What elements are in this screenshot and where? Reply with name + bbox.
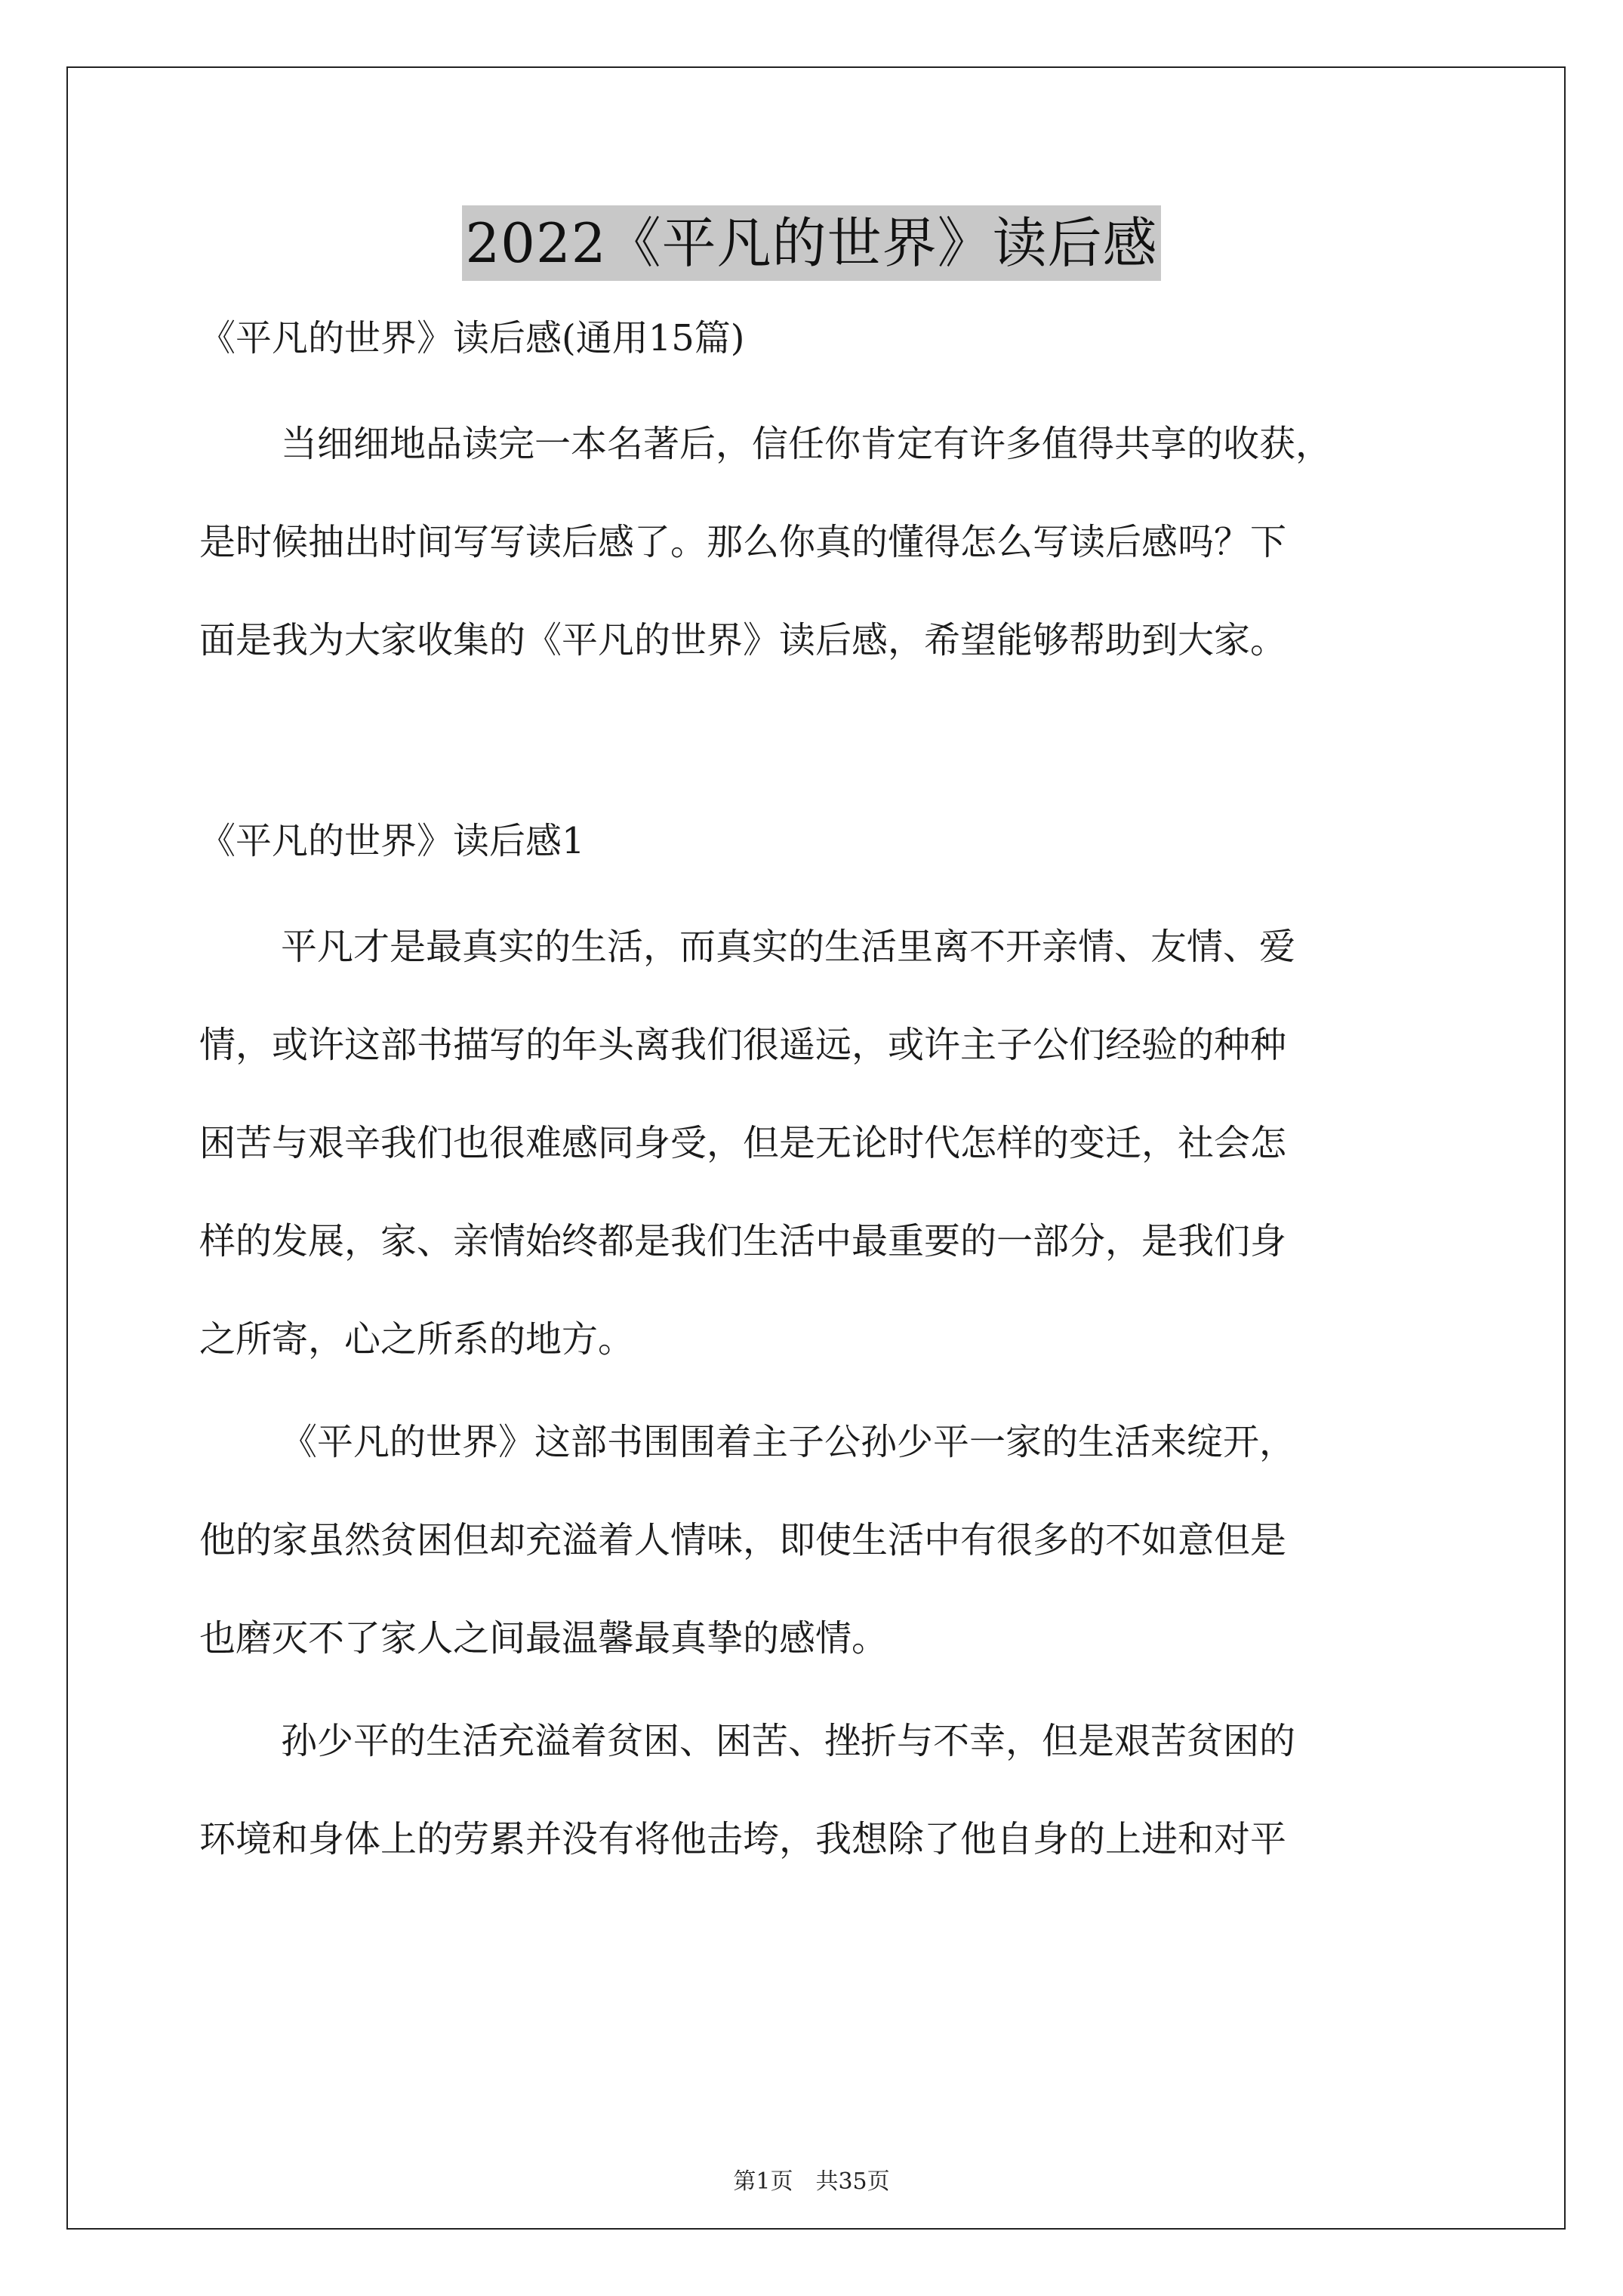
paragraph-line: 他的家虽然贫困但却充溢着人情味，即使生活中有很多的不如意但是 <box>199 1519 1287 1561</box>
page-footer: 第1页 共35页 <box>733 2168 890 2195</box>
intro-line: 当细细地品读完一本名著后，信任你肯定有许多值得共享的收获， <box>281 423 1332 465</box>
paragraph-line: 环境和身体上的劳累并没有将他击垮，我想除了他自身的上进和对平 <box>199 1818 1287 1860</box>
intro-line: 是时候抽出时间写写读后感了。那么你真的懂得怎么写读后感吗？下 <box>199 521 1287 563</box>
title-container <box>0 205 1623 281</box>
paragraph-line: 样的发展，家、亲情始终都是我们生活中最重要的一部分，是我们身 <box>199 1220 1287 1262</box>
document-title: 2022《平凡的世界》读后感 <box>462 205 1160 281</box>
paragraph-line: 之所寄，心之所系的地方。 <box>199 1318 635 1361</box>
paragraph-line: 困苦与艰辛我们也很难感同身受，但是无论时代怎样的变迁，社会怎 <box>199 1122 1287 1164</box>
paragraph-line: 孙少平的生活充溢着贫困、困苦、挫折与不幸，但是艰苦贫困的 <box>281 1720 1296 1762</box>
intro-line: 面是我为大家收集的《平凡的世界》读后感，希望能够帮助到大家。 <box>199 619 1287 661</box>
paragraph-line: 也磨灭不了家人之间最温馨最真挚的感情。 <box>199 1617 888 1660</box>
paragraph-line: 《平凡的世界》这部书围围着主子公孙少平一家的生活来绽开， <box>281 1421 1296 1463</box>
paragraph-line: 平凡才是最真实的生活，而真实的生活里离不开亲情、友情、爱 <box>281 926 1296 968</box>
paragraph-line: 情，或许这部书描写的年头离我们很遥远，或许主子公们经验的种种 <box>199 1024 1287 1066</box>
section-heading: 《平凡的世界》读后感1 <box>199 820 585 862</box>
subtitle: 《平凡的世界》读后感(通用15篇) <box>199 317 745 359</box>
